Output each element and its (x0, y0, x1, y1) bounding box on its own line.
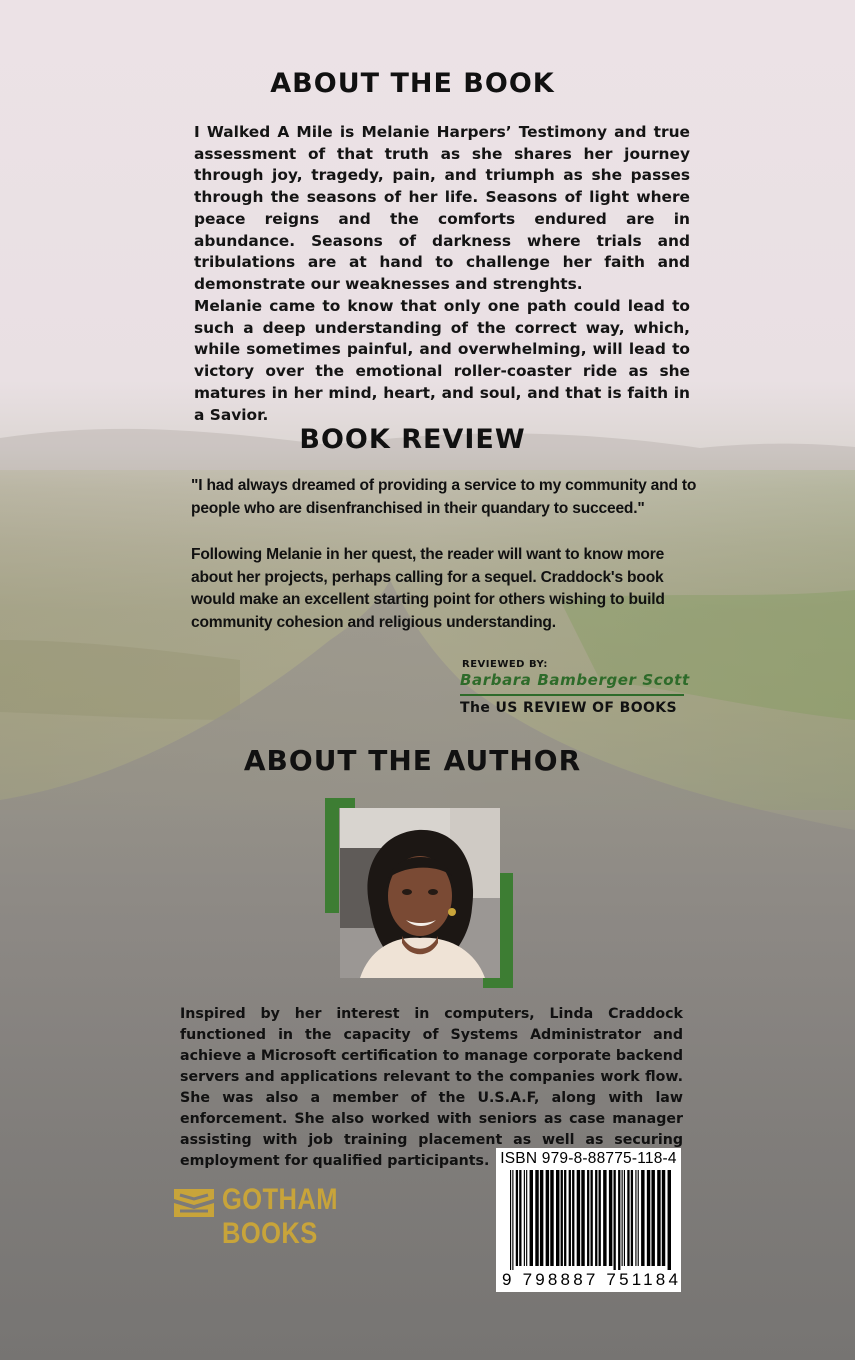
barcode-bar (595, 1170, 597, 1266)
barcode-bar (587, 1170, 589, 1266)
barcode-bar (535, 1170, 538, 1266)
barcode-bar (581, 1170, 584, 1266)
frame-bracket-bottom-right-horizontal (483, 978, 513, 988)
isbn-label: ISBN 979-8-88775-118-4 (500, 1150, 677, 1167)
book-review-heading: BOOK REVIEW (299, 424, 526, 455)
review-publication: The US REVIEW OF BOOKS (460, 700, 678, 716)
barcode-bar (526, 1170, 527, 1266)
barcode-bar (657, 1170, 660, 1266)
reviewer-underline (460, 694, 684, 696)
barcode-bar (556, 1170, 559, 1266)
barcode-bar (638, 1170, 639, 1266)
reviewed-by-label: REVIEWED BY: (462, 659, 548, 670)
author-photo-frame (325, 798, 515, 988)
about-book-heading: ABOUT THE BOOK (270, 68, 555, 99)
frame-bracket-bottom-right (499, 873, 513, 988)
barcode-bar (614, 1170, 616, 1270)
barcode-bar (618, 1170, 620, 1270)
barcode-bar (569, 1170, 571, 1266)
barcode-bar (641, 1170, 644, 1266)
barcode-bar (668, 1170, 671, 1270)
barcode-bar (624, 1170, 625, 1266)
frame-bracket-top-left-horizontal (325, 798, 355, 808)
reviewer-name: Barbara Bamberger Scott (460, 671, 690, 689)
about-book-paragraph-1: I Walked A Mile is Melanie Harpers’ Testimony and true assessment of that truth as she shares her journey through joy, tragedy, pain, and triumph as she passes through the seasons of her life. Seasons of light where peace reigns and the comforts endured are in abundance. Seasons of darkness where trials and tribulations are at hand to challenge her faith and demonstrate our weaknesses and strenghts. (194, 123, 690, 293)
barcode-bar (635, 1170, 636, 1266)
barcode-bar (550, 1170, 553, 1266)
barcode-bar (564, 1170, 566, 1266)
barcode-bar (577, 1170, 580, 1266)
author-photo (340, 808, 500, 978)
isbn-barcode (496, 1148, 681, 1292)
gotham-books-logo-icon (172, 1185, 216, 1221)
frame-bracket-top-left (325, 798, 339, 913)
barcode-bar (647, 1170, 650, 1266)
barcode-bar (599, 1170, 601, 1266)
barcode-bar (572, 1170, 574, 1266)
barcode-bar (651, 1170, 654, 1266)
publisher-name: GOTHAM BOOKS (222, 1183, 338, 1250)
barcode-bar (591, 1170, 593, 1266)
about-book-paragraph-2: Melanie came to know that only one path could lead to such a deep understanding of the correct way, which, while sometimes painful, and overwhelming, will lead to victory over the emotional roller-coaster ride as she matures in her mind, heart, and soul, and that is faith in a Savior. (194, 297, 690, 424)
barcode-bar (540, 1170, 543, 1266)
barcode-bar (546, 1170, 549, 1266)
barcode-bar (510, 1170, 511, 1270)
barcode-bar (609, 1170, 612, 1266)
barcode-bars (496, 1170, 681, 1270)
barcode-bar (603, 1170, 606, 1266)
review-quote: "I had always dreamed of providing a service to my community and to people who are disenfranchised in their quandary to succeed." (191, 477, 697, 517)
barcode-bar (631, 1170, 633, 1266)
about-author-paragraph: Inspired by her interest in computers, Linda Craddock functioned in the capacity of Systems Administrator and achieve a Microsoft certification to manage corporate backend servers and applications relevant to the companies work flow. She was also a member of the U.S.A.F, along with law enforcement. She also worked with seniors as case manager assisting with job training placement as well as securing employment for qualified participants. (180, 1006, 683, 1169)
barcode-bar (622, 1170, 623, 1266)
barcode-bar (662, 1170, 665, 1266)
barcode-digits: 9 798887 751184 (502, 1270, 682, 1289)
barcode-bar (524, 1170, 525, 1266)
barcode-bar (512, 1170, 513, 1270)
barcode-bar (516, 1170, 518, 1266)
barcode-bar (561, 1170, 563, 1266)
barcode-bar (519, 1170, 521, 1266)
review-body: Following Melanie in her quest, the reader will want to know more about her projects, perhaps calling for a sequel. Craddock's book would make an excellent starting point for others wishing to build community cohesion and religious understanding. (191, 546, 665, 631)
about-author-heading: ABOUT THE AUTHOR (243, 744, 582, 777)
barcode-bar (530, 1170, 533, 1266)
publisher-logo (172, 1183, 462, 1250)
barcode-bar (627, 1170, 629, 1266)
